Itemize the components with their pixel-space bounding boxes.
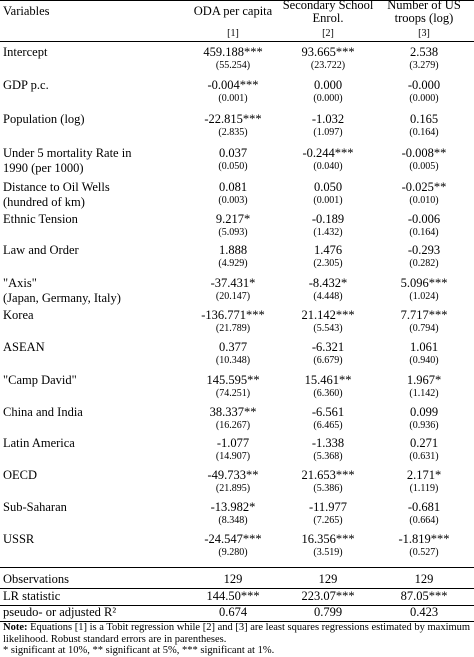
stat-value: 129 [318,572,338,586]
coef-value: 16.356*** [301,532,355,546]
stat-label: Observations [3,572,69,586]
std-error: (0.040) [313,161,343,172]
std-error: (0.282) [409,258,439,269]
coef-value: 145.595** [206,373,260,387]
coef-value: -1.032 [311,112,345,126]
coef-value: -1.338 [311,436,345,450]
coef-value: -13.982* [210,500,256,514]
variables-header: Variables [3,4,50,18]
std-error: (5.368) [313,451,343,462]
coef-value: 2.171* [406,468,442,482]
std-error: (3.519) [313,547,343,558]
coef-value: 2.538 [409,45,439,59]
coef-value: 1.476 [313,243,343,257]
row-label: ASEAN [3,340,45,354]
coef-value: 0.271 [409,436,439,450]
std-error: (5.386) [313,483,343,494]
std-error: (3.279) [409,60,439,71]
coef-value: 5.096*** [400,276,448,290]
std-error: (0.050) [218,161,248,172]
significance-legend: * significant at 10%, ** significant at 5%, *** significant at 1%. [3,645,275,656]
row-label: Population (log) [3,112,85,126]
coef-value: 0.081 [218,180,248,194]
std-error: (1.097) [313,127,343,138]
std-error: (0.000) [409,93,439,104]
stat-value: 129 [223,572,243,586]
std-error: (7.265) [313,515,343,526]
std-error: (1.024) [409,291,439,302]
std-error: (1.432) [313,227,343,238]
stat-value: 0.423 [409,605,439,619]
std-error: (0.164) [409,227,439,238]
column-number-2: [2] [322,28,334,39]
std-error: (0.010) [409,195,439,206]
std-error: (6.679) [313,355,343,366]
std-error: (20.147) [215,291,251,302]
row-label: OECD [3,468,38,482]
std-error: (6.465) [313,420,343,431]
row-label: Sub-Saharan [3,500,67,514]
coef-value: 21.142*** [301,308,355,322]
coef-value: -1.819*** [398,532,450,546]
column-number-3: [3] [418,28,430,39]
std-error: (0.164) [409,127,439,138]
row-label: (hundred of km) [3,195,85,209]
row-label: 1990 (per 1000) [3,161,84,175]
std-error: (5.543) [313,323,343,334]
stat-label: pseudo- or adjusted R² [3,605,117,619]
row-label: Distance to Oil Wells [3,180,110,194]
row-label: "Camp David" [3,373,77,387]
coef-value: 7.717*** [400,308,448,322]
coef-value: 0.165 [409,112,439,126]
column-header-2: Enrol. [312,11,344,25]
std-error: (0.794) [409,323,439,334]
std-error: (0.005) [409,161,439,172]
coef-value: 1.888 [218,243,248,257]
std-error: (23.722) [310,60,346,71]
note-text: Equations [1] is a Tobit regression while [2] and [3] are least squares regressions estimated by maximum likelihood. Robust standard errors are in parentheses. [3,622,471,645]
coef-value: -0.293 [407,243,441,257]
coef-value: 93.665*** [301,45,355,59]
coef-value: -49.733** [207,468,259,482]
coef-value: 459.188*** [203,45,263,59]
row-label: Under 5 mortality Rate in [3,146,132,160]
std-error: (8.348) [218,515,248,526]
note-label: Note: [3,622,28,633]
std-error: (0.001) [218,93,248,104]
coef-value: 0.037 [218,146,248,160]
column-header-3: Number of US [387,0,461,12]
coef-value: -37.431* [210,276,256,290]
coef-value: 1.061 [409,340,439,354]
std-error: (0.631) [409,451,439,462]
std-error: (14.907) [215,451,251,462]
std-error: (4.929) [218,258,248,269]
row-label: Latin America [3,436,75,450]
coef-value: 38.337** [209,405,257,419]
header-bottom-rule [0,41,474,42]
coef-value: 0.000 [313,78,343,92]
stat-value: 0.674 [218,605,248,619]
std-error: (0.001) [313,195,343,206]
coef-value: 0.377 [218,340,248,354]
row-label: GDP p.c. [3,78,49,92]
row-label: China and India [3,405,83,419]
std-error: (0.936) [409,420,439,431]
coef-value: -136.771*** [201,308,265,322]
std-error: (0.527) [409,547,439,558]
stat-value: 0.799 [313,605,343,619]
coef-value: 0.099 [409,405,439,419]
coef-value: -0.008** [401,146,447,160]
coef-value: 0.050 [313,180,343,194]
coef-value: -6.321 [311,340,345,354]
coef-value: 15.461** [304,373,352,387]
body-bottom-rule [0,567,474,568]
coef-value: -0.025** [401,180,447,194]
stat-value: 129 [414,572,434,586]
std-error: (16.267) [215,420,251,431]
coef-value: -6.561 [311,405,345,419]
std-error: (21.895) [215,483,251,494]
table-note [3,622,473,657]
column-number-1: [1] [227,28,239,39]
std-error: (74.251) [215,388,251,399]
std-error: (55.254) [215,60,251,71]
std-error: (4.448) [313,291,343,302]
std-error: (1.142) [409,388,439,399]
std-error: (10.348) [215,355,251,366]
coef-value: -24.547*** [204,532,262,546]
coef-value: -0.244*** [302,146,354,160]
column-header-1: ODA per capita [193,4,273,18]
std-error: (0.940) [409,355,439,366]
row-label: Korea [3,308,34,322]
std-error: (0.000) [313,93,343,104]
coef-value: -8.432* [308,276,348,290]
coef-value: -1.077 [216,436,250,450]
column-header-3: troops (log) [394,11,454,25]
coef-value: 1.967* [406,373,442,387]
row-label: "Axis" [3,276,37,290]
coef-value: 9.217* [215,212,251,226]
std-error: (2.305) [313,258,343,269]
std-error: (9.280) [218,547,248,558]
coef-value: -11.977 [308,500,348,514]
coef-value: -0.681 [407,500,441,514]
std-error: (0.003) [218,195,248,206]
row-label: Ethnic Tension [3,212,78,226]
coef-value: -0.000 [407,78,441,92]
std-error: (6.360) [313,388,343,399]
coef-value: 21.653*** [301,468,355,482]
std-error: (21.789) [215,323,251,334]
stat-value: 87.05*** [400,589,448,603]
coef-value: -0.006 [407,212,441,226]
coef-value: -22.815*** [204,112,262,126]
std-error: (1.119) [409,483,439,494]
std-error: (0.664) [409,515,439,526]
coef-value: -0.189 [311,212,345,226]
stat-value: 144.50*** [206,589,260,603]
stat-value: 223.07*** [301,589,355,603]
column-header-2: Secondary School [282,0,374,12]
row-label: (Japan, Germany, Italy) [3,291,121,305]
row-label: Intercept [3,45,48,59]
stat-label: LR statistic [3,589,61,603]
std-error: (5.093) [218,227,248,238]
std-error: (2.835) [218,127,248,138]
coef-value: -0.004*** [207,78,259,92]
row-label: USSR [3,532,35,546]
row-label: Law and Order [3,243,79,257]
